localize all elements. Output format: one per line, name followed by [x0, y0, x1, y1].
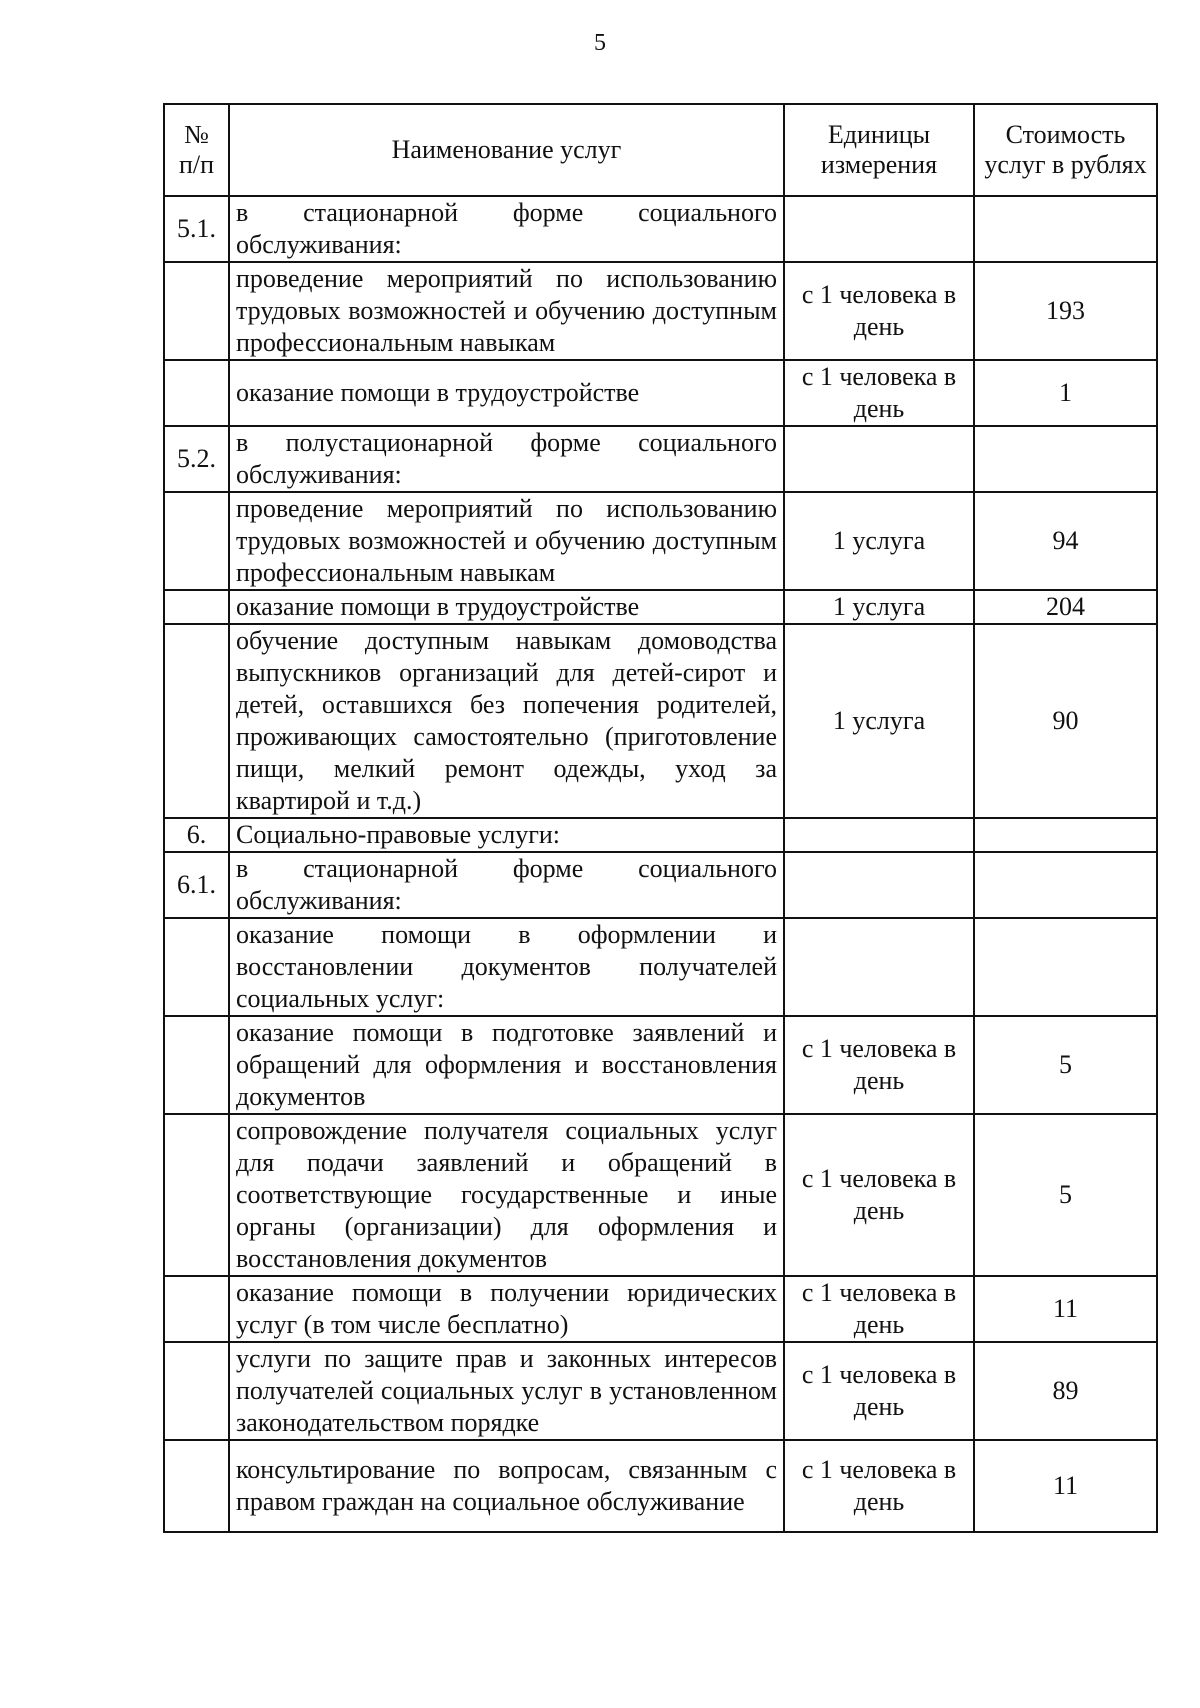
table-row — [164, 818, 1157, 852]
service-name: услуги по защите прав и законных интересов получателей социальных услуг в установленном законодательством порядке — [229, 1342, 784, 1440]
service-cost: 94 — [974, 492, 1157, 590]
table-row — [164, 1342, 1157, 1440]
unit-of-measure: с 1 человека в день — [784, 1016, 974, 1114]
table-row — [164, 1016, 1157, 1114]
service-name: оказание помощи в оформлении и восстановлении документов получателей социальных услуг: — [229, 918, 784, 1016]
service-name: оказание помощи в трудоустройстве — [229, 360, 784, 426]
row-num — [164, 1016, 229, 1114]
row-num — [164, 492, 229, 590]
service-cost — [974, 196, 1157, 262]
table-row — [164, 918, 1157, 1016]
unit-of-measure — [784, 196, 974, 262]
services-table — [163, 103, 1158, 1533]
service-name: Социально-правовые услуги: — [229, 818, 784, 852]
unit-of-measure: 1 услуга — [784, 590, 974, 624]
unit-of-measure — [784, 918, 974, 1016]
service-cost: 193 — [974, 262, 1157, 360]
service-name: в стационарной форме социального обслуживания: — [229, 852, 784, 918]
header-num: № п/п — [164, 104, 229, 196]
unit-of-measure — [784, 818, 974, 852]
service-cost — [974, 852, 1157, 918]
table-row — [164, 426, 1157, 492]
unit-of-measure: с 1 человека в день — [784, 1342, 974, 1440]
table-header — [164, 104, 1157, 196]
unit-of-measure: с 1 человека в день — [784, 1276, 974, 1342]
row-num: 6.1. — [164, 852, 229, 918]
header-cost: Стоимость услуг в рублях — [974, 104, 1157, 196]
service-cost: 11 — [974, 1440, 1157, 1532]
service-name: оказание помощи в подготовке заявлений и обращений для оформления и восстановления документов — [229, 1016, 784, 1114]
row-num — [164, 1114, 229, 1276]
table-row — [164, 624, 1157, 818]
service-name: проведение мероприятий по использованию трудовых возможностей и обучению доступным профессиональным навыкам — [229, 492, 784, 590]
service-cost: 90 — [974, 624, 1157, 818]
row-num — [164, 1276, 229, 1342]
service-cost — [974, 818, 1157, 852]
table-row — [164, 262, 1157, 360]
service-name: консультирование по вопросам, связанным с правом граждан на социальное обслуживание — [229, 1440, 784, 1532]
table-row — [164, 196, 1157, 262]
row-num — [164, 1440, 229, 1532]
row-num — [164, 624, 229, 818]
service-cost: 204 — [974, 590, 1157, 624]
unit-of-measure: 1 услуга — [784, 624, 974, 818]
row-num: 5.1. — [164, 196, 229, 262]
service-name: обучение доступным навыкам домоводства выпускников организаций для детей-сирот и детей, оставшихся без попечения родителей, проживающих самостоятельно (приготовление пищи, мелкий ремонт одежды, уход за квартирой и т.д.) — [229, 624, 784, 818]
table-row — [164, 852, 1157, 918]
unit-of-measure — [784, 852, 974, 918]
unit-of-measure: с 1 человека в день — [784, 262, 974, 360]
page-number: 5 — [594, 30, 606, 56]
table-row — [164, 492, 1157, 590]
header-name: Наименование услуг — [229, 104, 784, 196]
row-num — [164, 1342, 229, 1440]
table-row — [164, 1440, 1157, 1532]
service-name: оказание помощи в получении юридических услуг (в том числе бесплатно) — [229, 1276, 784, 1342]
service-cost: 5 — [974, 1114, 1157, 1276]
service-name: сопровождение получателя социальных услуг для подачи заявлений и обращений в соответствующие государственные и иные органы (организации) для оформления и восстановления документов — [229, 1114, 784, 1276]
row-num — [164, 262, 229, 360]
unit-of-measure — [784, 426, 974, 492]
unit-of-measure: с 1 человека в день — [784, 1440, 974, 1532]
service-name: оказание помощи в трудоустройстве — [229, 590, 784, 624]
table-row — [164, 1114, 1157, 1276]
header-unit: Единицы измерения — [784, 104, 974, 196]
unit-of-measure: с 1 человека в день — [784, 1114, 974, 1276]
table-row — [164, 360, 1157, 426]
row-num — [164, 918, 229, 1016]
service-name: в полустационарной форме социального обслуживания: — [229, 426, 784, 492]
table-row — [164, 1276, 1157, 1342]
row-num — [164, 360, 229, 426]
service-cost: 11 — [974, 1276, 1157, 1342]
unit-of-measure: с 1 человека в день — [784, 360, 974, 426]
service-name: проведение мероприятий по использованию трудовых возможностей и обучению доступным профессиональным навыкам — [229, 262, 784, 360]
service-name: в стационарной форме социального обслуживания: — [229, 196, 784, 262]
service-cost: 1 — [974, 360, 1157, 426]
service-cost — [974, 918, 1157, 1016]
service-cost: 89 — [974, 1342, 1157, 1440]
table-row — [164, 590, 1157, 624]
row-num: 5.2. — [164, 426, 229, 492]
service-cost — [974, 426, 1157, 492]
row-num — [164, 590, 229, 624]
row-num: 6. — [164, 818, 229, 852]
service-cost: 5 — [974, 1016, 1157, 1114]
unit-of-measure: 1 услуга — [784, 492, 974, 590]
table-body — [164, 196, 1157, 1532]
